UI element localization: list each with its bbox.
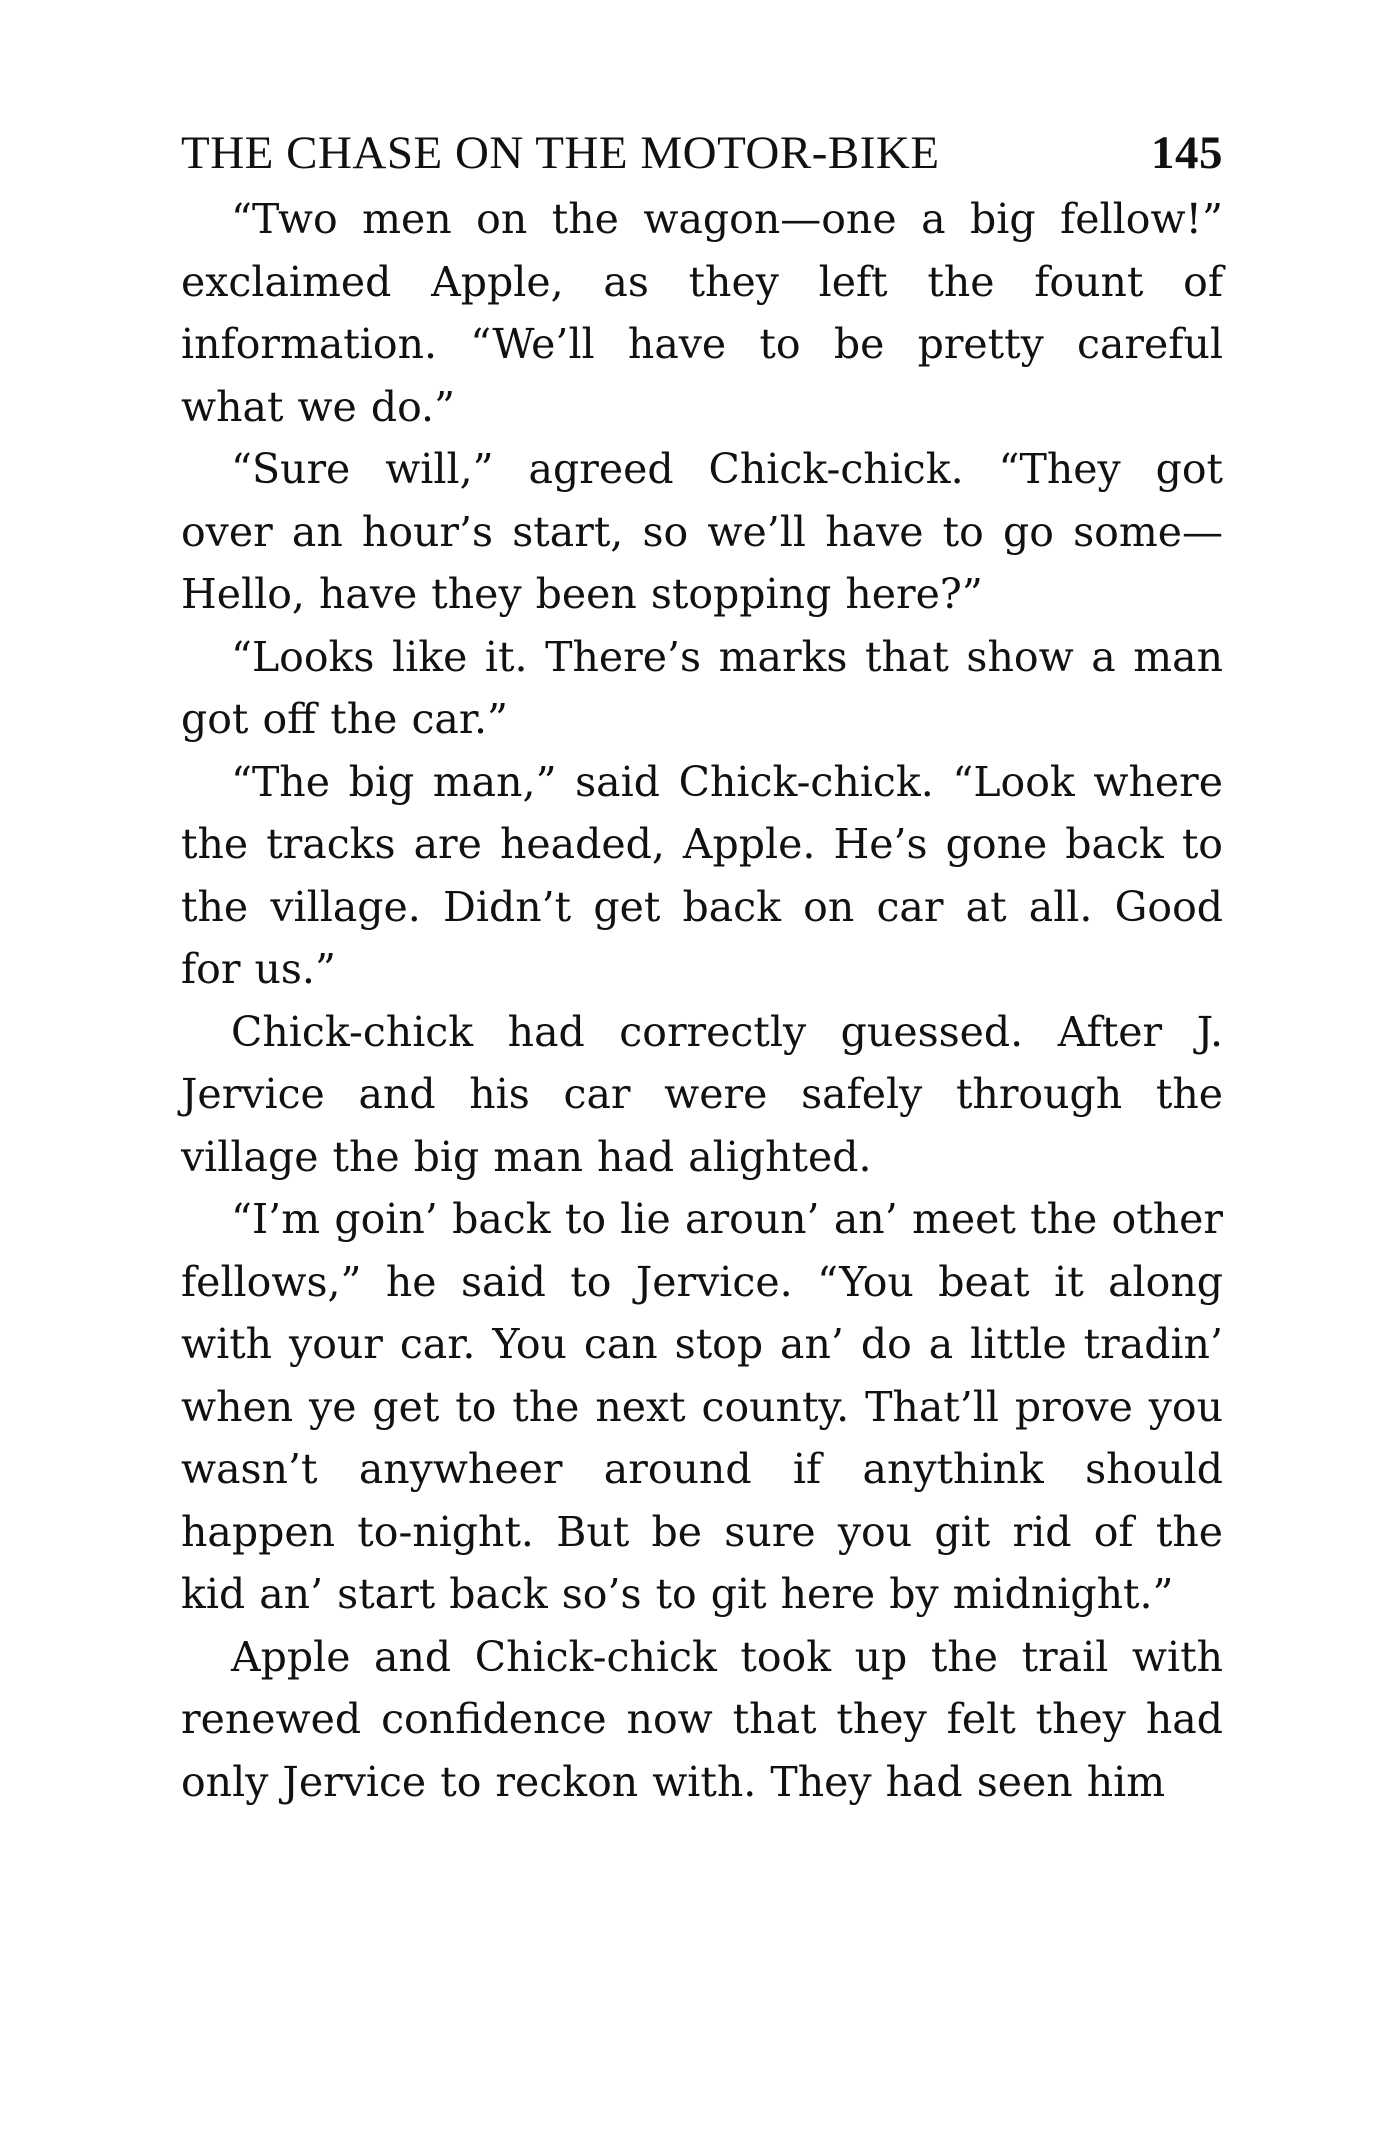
- paragraph: “Sure will,” agreed Chick-chick. “They got over an hour’s start, so we’ll have to go some— Hello, have they been stopping here?”: [181, 445, 1223, 618]
- paragraph: “Looks like it. There’s marks that show a man got off the car.”: [181, 632, 1223, 743]
- paragraph: Chick-chick had correctly guessed. After J. Jervice and his car were safely through the village the big man had alighted.: [181, 1007, 1223, 1181]
- paragraph: Apple and Chick-chick took up the trail with renewed confidence now that they felt they had only Jervice to reckon with. They had seen him: [181, 1632, 1223, 1806]
- running-head: [181, 118, 1223, 188]
- paragraph: “Two men on the wagon—one a big fellow!” exclaimed Apple, as they left the fount of information. “We’ll have to be pretty careful what we do.”: [181, 195, 1223, 431]
- page-number: 145: [1151, 127, 1223, 179]
- paragraph: “I’m goin’ back to lie aroun’ an’ meet the other fellows,” he said to Jervice. “You beat it along with your car. You can stop an’ do a little tradin’ when ye get to the next county. That’ll prove you wasn’t anywheer around if anythink should happen to-night. But be sure you git rid of the kid an’ start back so’s to git here by midnight.”: [181, 1195, 1223, 1618]
- book-page: [181, 118, 1223, 1813]
- chapter-title: THE CHASE ON THE MOTOR-BIKE: [181, 127, 940, 179]
- paragraph: “The big man,” said Chick-chick. “Look where the tracks are headed, Apple. He’s gone back to the village. Didn’t get back on car at all. Good for us.”: [181, 757, 1223, 993]
- body-text: [181, 188, 1223, 1813]
